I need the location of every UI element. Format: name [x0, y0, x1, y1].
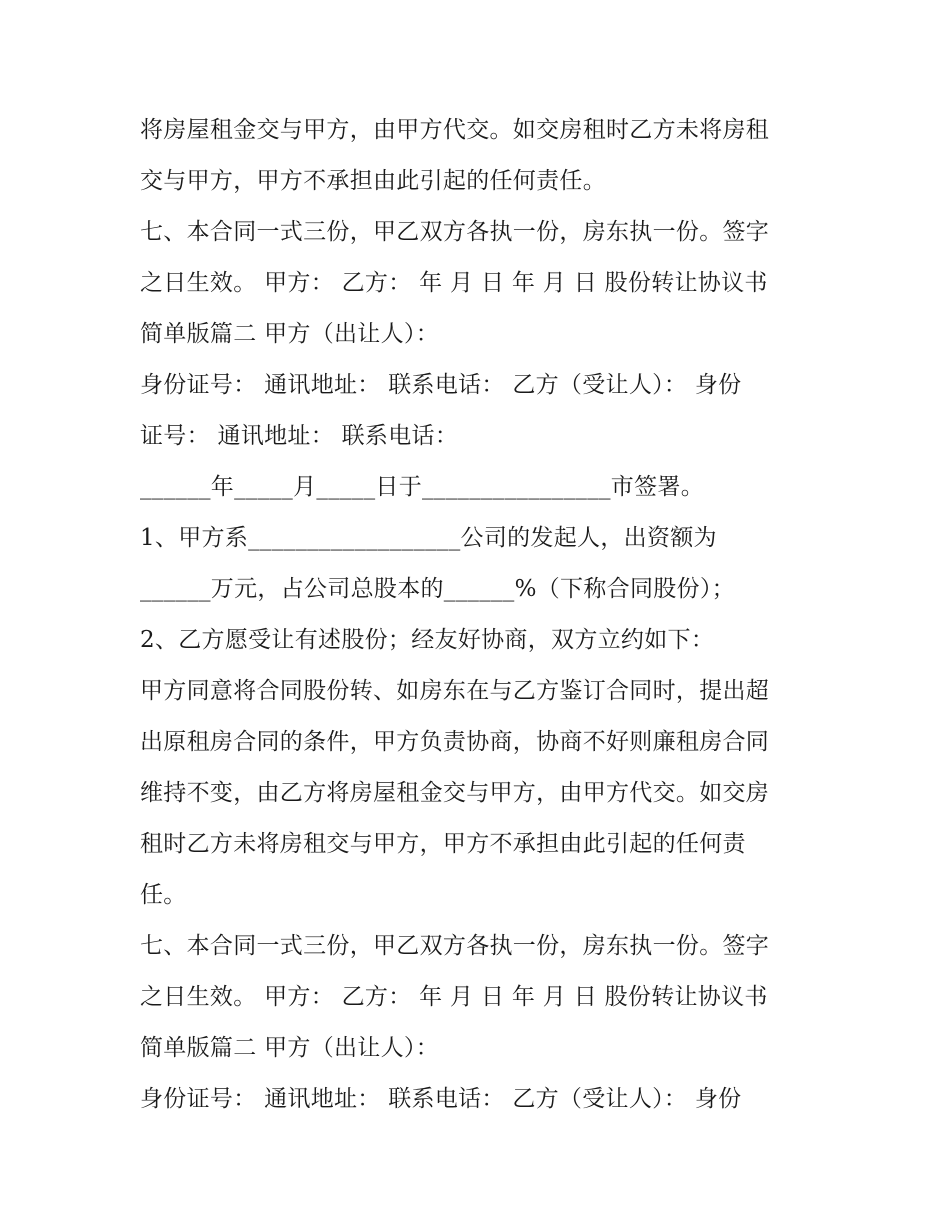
text-line: 租时乙方未将房租交与甲方，甲方不承担由此引起的任何责: [140, 831, 746, 857]
text-line: 证号： 通讯地址： 联系电话：: [140, 423, 459, 449]
text-line: 1、甲方系__________________公司的发起人，出资额为: [140, 525, 717, 551]
text-line: 甲方同意将合同股份转、如房东在与乙方鉴订合同时，提出超: [140, 678, 770, 704]
text-line: ______年_____月_____日于________________市签署。: [140, 474, 704, 500]
text-line: 身份证号： 通讯地址： 联系电话： 乙方（受让人）： 身份: [140, 1086, 742, 1112]
text-line: ______万元，占公司总股本的______%（下称合同股份）；: [140, 576, 735, 602]
text-line: 七、本合同一式三份，甲乙双方各执一份，房东执一份。签字: [140, 219, 770, 245]
text-line: 简单版篇二 甲方（出让人）：: [140, 321, 440, 347]
text-line: 七、本合同一式三份，甲乙双方各执一份，房东执一份。签字: [140, 933, 770, 959]
text-line: 身份证号： 通讯地址： 联系电话： 乙方（受让人）： 身份: [140, 372, 742, 398]
text-line: 之日生效。 甲方： 乙方： 年 月 日 年 月 日 股份转让协议书: [140, 984, 768, 1010]
text-line: 2、乙方愿受让有述股份；经友好协商，双方立约如下：: [140, 627, 715, 653]
text-line: 简单版篇二 甲方（出让人）：: [140, 1035, 440, 1061]
text-line: 交与甲方，甲方不承担由此引起的任何责任。: [140, 168, 606, 194]
text-line: 维持不变，由乙方将房屋租金交与甲方，由甲方代交。如交房: [140, 780, 770, 806]
text-line: 任。: [140, 882, 187, 908]
text-line: 之日生效。 甲方： 乙方： 年 月 日 年 月 日 股份转让协议书: [140, 270, 768, 296]
text-line: 出原租房合同的条件，甲方负责协商，协商不好则廉租房合同: [140, 729, 770, 755]
text-line: 将房屋租金交与甲方，由甲方代交。如交房租时乙方未将房租: [140, 117, 770, 143]
